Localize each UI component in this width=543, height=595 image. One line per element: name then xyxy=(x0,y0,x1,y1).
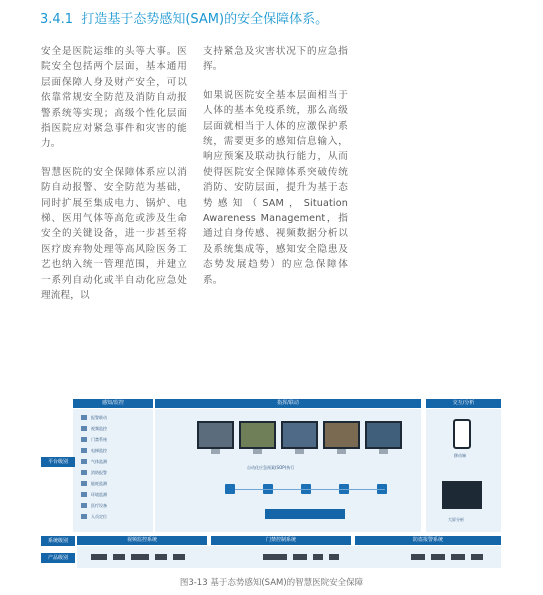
monitor-icon xyxy=(197,421,234,449)
interact-item: 移动端 xyxy=(454,453,466,458)
left-paragraph-2: 智慧医院的安全保障体系应以消防自动报警、安全防范为基础，同时扩展至集成电力、锅炉、电梯、医用气体等高危或涉及生命安全的关键设备，进一步甚至将医疗废弃物处理等高风险医务工艺也纳入统一管理范围，并建立一系列自动化或半自动化应急处理流程，以 xyxy=(41,166,187,302)
left-column xyxy=(41,44,187,317)
monitor-icon xyxy=(365,421,402,449)
sop-bar xyxy=(265,509,345,519)
right-paragraph-2: 如果说医院安全基本层面相当于人体的基本免疫系统，那么高级层面就相当于人体的应激保护系统，需要更多的感知信息输入，响应预案及联动执行能力，从而使得医院安全保障体系突破传统消防、安防层面，提升为基于态势感知（SAM，Situation Awareness Management，指通过自身传感、视频数据分析以及系统集成等，感知安全隐患及态势发展趋势）的应急保障体系。 xyxy=(203,89,348,286)
system-level-label: 系统级别 xyxy=(41,536,75,546)
command-panel xyxy=(155,409,421,532)
monitor-icon xyxy=(323,421,360,449)
device-icon xyxy=(329,554,339,560)
figure-caption: 图3-13 基于态势感知(SAM)的智慧医院安全保障 xyxy=(179,578,364,588)
product-row xyxy=(77,546,501,568)
device-icon xyxy=(263,554,287,560)
device-icon xyxy=(173,554,185,560)
device-icon xyxy=(293,554,307,560)
fire-subsystem-header: 防盗报警系统 xyxy=(355,536,501,545)
video-subsystem-header: 视频监控系统 xyxy=(77,536,207,545)
left-paragraph-1: 安全是医院运维的头等大事。医院安全包括两个层面，基本通用层面保障人身及财产安全，可以依靠常规安全防范及消防自动报警系统等实现；高级个性化层面指医院应对紧急事件和灾害的能力。 xyxy=(41,46,187,150)
device-icon xyxy=(113,554,125,560)
door-subsystem-header: 门禁控制系统 xyxy=(211,536,351,545)
interact-panel-header: 交互/分析 xyxy=(426,399,501,408)
device-icon xyxy=(155,554,167,560)
device-icon xyxy=(411,554,425,560)
sop-note: 自动化应急预案(SOP)执行 xyxy=(247,465,295,470)
flow-line xyxy=(235,489,385,490)
process-node-icon xyxy=(225,484,235,494)
device-icon xyxy=(313,554,323,560)
product-level-label: 产品级别 xyxy=(41,553,75,563)
monitor-icon xyxy=(281,421,318,449)
section-title: 打造基于态势感知(SAM)的安全保障体系。 xyxy=(81,12,329,27)
right-column xyxy=(203,44,348,301)
platform-level-label: 平台级别 xyxy=(41,457,75,467)
monitor-icon xyxy=(239,421,276,449)
device-icon xyxy=(91,554,107,560)
sam-architecture-figure xyxy=(41,399,501,571)
interact-panel xyxy=(426,409,501,532)
interact-item: 大屏分析 xyxy=(448,517,464,522)
phone-icon xyxy=(453,419,471,449)
sense-panel: 报警联动 视频监控 门禁系统 电梯监控 气体监测 消防报警 能耗监测 环境监测 医疗设备 人员定位 xyxy=(73,409,153,532)
device-icon xyxy=(131,554,149,560)
sense-panel-header: 感知/监控 xyxy=(73,399,153,408)
right-paragraph-1: 支持紧急及灾害状况下的应急指挥。 xyxy=(203,46,348,73)
display-icon xyxy=(442,481,482,509)
section-heading xyxy=(40,8,328,27)
command-panel-header: 指挥/联动 xyxy=(155,399,421,408)
device-icon xyxy=(431,554,445,560)
device-icon xyxy=(471,554,483,560)
device-icon xyxy=(451,554,465,560)
section-number: 3.4.1 xyxy=(40,12,74,27)
